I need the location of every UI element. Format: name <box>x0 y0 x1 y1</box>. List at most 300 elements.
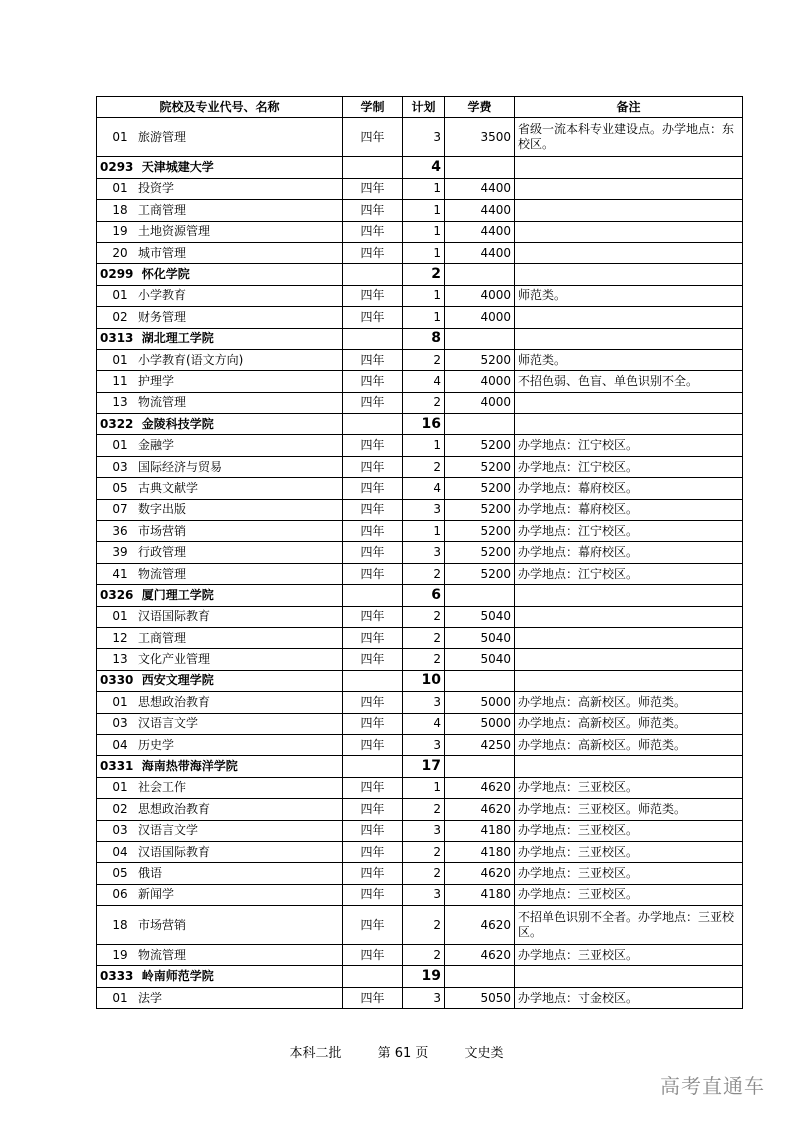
major-note: 办学地点：幕府校区。 <box>515 478 743 499</box>
major-name: 历史学 <box>138 737 175 752</box>
major-fee: 4620 <box>445 906 515 945</box>
major-code-name <box>97 478 343 499</box>
school-name: 岭南师范学院 <box>141 969 214 984</box>
major-code: 07 <box>112 502 128 517</box>
major-plan: 3 <box>403 734 445 755</box>
major-fee: 4400 <box>445 178 515 199</box>
major-name: 城市管理 <box>138 245 187 260</box>
major-code-name <box>97 456 343 477</box>
school-code-name <box>97 966 343 987</box>
table-row <box>97 542 743 563</box>
major-duration: 四年 <box>343 692 403 713</box>
major-plan: 3 <box>403 884 445 905</box>
major-name: 古典文献学 <box>138 480 199 495</box>
major-plan: 2 <box>403 841 445 862</box>
major-code: 19 <box>112 224 128 239</box>
school-code: 0322 <box>100 416 134 431</box>
major-duration: 四年 <box>343 841 403 862</box>
major-note: 办学地点：三亚校区。 <box>515 777 743 798</box>
major-code: 03 <box>112 823 128 838</box>
major-code-name <box>97 799 343 820</box>
major-code: 41 <box>112 566 128 581</box>
major-note <box>515 200 743 221</box>
header-note: 备注 <box>515 97 743 118</box>
major-code-name <box>97 563 343 584</box>
major-code: 05 <box>112 480 128 495</box>
major-code-name <box>97 118 343 157</box>
major-duration: 四年 <box>343 392 403 413</box>
major-fee: 4000 <box>445 371 515 392</box>
school-total-plan: 10 <box>403 670 445 691</box>
school-duration-cell <box>343 670 403 691</box>
major-fee: 5050 <box>445 987 515 1008</box>
school-row <box>97 966 743 987</box>
school-fee-cell <box>445 157 515 178</box>
school-code-name <box>97 264 343 285</box>
major-plan: 1 <box>403 221 445 242</box>
major-note <box>515 606 743 627</box>
major-note <box>515 307 743 328</box>
major-name: 物流管理 <box>138 566 187 581</box>
major-code: 20 <box>112 245 128 260</box>
major-fee: 3500 <box>445 118 515 157</box>
school-fee-cell <box>445 756 515 777</box>
table-row <box>97 692 743 713</box>
major-duration: 四年 <box>343 906 403 945</box>
major-note: 师范类。 <box>515 285 743 306</box>
major-name: 市场营销 <box>138 523 187 538</box>
major-name: 汉语言文学 <box>138 716 199 731</box>
school-duration-cell <box>343 414 403 435</box>
major-fee: 4620 <box>445 799 515 820</box>
major-fee: 4180 <box>445 884 515 905</box>
major-note <box>515 392 743 413</box>
major-plan: 2 <box>403 799 445 820</box>
major-fee: 4000 <box>445 392 515 413</box>
major-code-name <box>97 777 343 798</box>
major-fee: 5200 <box>445 478 515 499</box>
table-row <box>97 606 743 627</box>
major-code-name <box>97 820 343 841</box>
major-name: 金融学 <box>138 438 175 453</box>
admission-plan-table <box>96 96 743 1009</box>
table-row <box>97 242 743 263</box>
major-duration: 四年 <box>343 627 403 648</box>
major-code-name <box>97 221 343 242</box>
major-name: 思想政治教育 <box>138 694 211 709</box>
major-fee: 4250 <box>445 734 515 755</box>
major-note: 办学地点：三亚校区。 <box>515 863 743 884</box>
school-total-plan: 8 <box>403 328 445 349</box>
major-code: 01 <box>112 288 128 303</box>
table-row <box>97 200 743 221</box>
major-plan: 3 <box>403 987 445 1008</box>
major-duration: 四年 <box>343 178 403 199</box>
school-row <box>97 756 743 777</box>
major-fee: 4400 <box>445 200 515 221</box>
major-code: 11 <box>112 373 128 388</box>
major-duration: 四年 <box>343 371 403 392</box>
major-note: 办学地点：寸金校区。 <box>515 987 743 1008</box>
major-name: 汉语国际教育 <box>138 844 211 859</box>
school-code-name <box>97 756 343 777</box>
major-code-name <box>97 734 343 755</box>
major-fee: 4180 <box>445 841 515 862</box>
major-code: 13 <box>112 395 128 410</box>
school-name: 厦门理工学院 <box>141 587 214 602</box>
major-note: 办学地点：幕府校区。 <box>515 499 743 520</box>
major-fee: 4620 <box>445 863 515 884</box>
major-note: 办学地点：三亚校区。师范类。 <box>515 799 743 820</box>
school-code: 0293 <box>100 160 134 175</box>
major-note: 办学地点：江宁校区。 <box>515 563 743 584</box>
school-code: 0299 <box>100 267 134 282</box>
major-code: 01 <box>112 780 128 795</box>
school-note-cell <box>515 585 743 606</box>
school-code-name <box>97 585 343 606</box>
school-code: 0326 <box>100 587 134 602</box>
major-code-name <box>97 349 343 370</box>
major-plan: 3 <box>403 499 445 520</box>
major-note: 办学地点：幕府校区。 <box>515 542 743 563</box>
major-fee: 4620 <box>445 945 515 966</box>
table-row <box>97 799 743 820</box>
major-plan: 4 <box>403 478 445 499</box>
major-code-name <box>97 285 343 306</box>
major-code: 13 <box>112 652 128 667</box>
table-row <box>97 863 743 884</box>
major-code-name <box>97 987 343 1008</box>
major-duration: 四年 <box>343 713 403 734</box>
school-total-plan: 4 <box>403 157 445 178</box>
major-duration: 四年 <box>343 863 403 884</box>
major-note: 办学地点：江宁校区。 <box>515 521 743 542</box>
major-duration: 四年 <box>343 542 403 563</box>
major-note: 不招单色识别不全者。办学地点：三亚校区。 <box>515 906 743 945</box>
major-code-name <box>97 627 343 648</box>
major-note <box>515 627 743 648</box>
major-name: 物流管理 <box>138 947 187 962</box>
major-plan: 1 <box>403 777 445 798</box>
major-code-name <box>97 713 343 734</box>
major-code-name <box>97 242 343 263</box>
major-plan: 2 <box>403 606 445 627</box>
major-code: 03 <box>112 716 128 731</box>
major-duration: 四年 <box>343 777 403 798</box>
major-duration: 四年 <box>343 478 403 499</box>
major-fee: 4620 <box>445 777 515 798</box>
major-note: 办学地点：三亚校区。 <box>515 884 743 905</box>
school-code-name <box>97 670 343 691</box>
school-row <box>97 157 743 178</box>
table-row <box>97 349 743 370</box>
major-code: 01 <box>112 438 128 453</box>
table-row <box>97 649 743 670</box>
major-code: 18 <box>112 917 128 932</box>
major-code-name <box>97 371 343 392</box>
major-duration: 四年 <box>343 987 403 1008</box>
school-total-plan: 6 <box>403 585 445 606</box>
school-row <box>97 414 743 435</box>
major-name: 新闻学 <box>138 887 175 902</box>
school-total-plan: 16 <box>403 414 445 435</box>
major-fee: 5200 <box>445 456 515 477</box>
header-plan: 计划 <box>403 97 445 118</box>
major-note: 办学地点：江宁校区。 <box>515 435 743 456</box>
school-fee-cell <box>445 966 515 987</box>
table-row <box>97 627 743 648</box>
major-fee: 5000 <box>445 692 515 713</box>
table-row <box>97 884 743 905</box>
major-note: 不招色弱、色盲、单色识别不全。 <box>515 371 743 392</box>
school-row <box>97 585 743 606</box>
school-name: 海南热带海洋学院 <box>141 759 238 774</box>
school-row <box>97 670 743 691</box>
major-plan: 2 <box>403 649 445 670</box>
footer-page-number: 第 61 页 <box>377 1046 429 1061</box>
major-name: 数字出版 <box>138 502 187 517</box>
major-code: 19 <box>112 947 128 962</box>
major-code-name <box>97 863 343 884</box>
major-plan: 2 <box>403 627 445 648</box>
major-name: 俄语 <box>138 865 163 880</box>
major-plan: 3 <box>403 692 445 713</box>
school-total-plan: 2 <box>403 264 445 285</box>
school-note-cell <box>515 670 743 691</box>
major-duration: 四年 <box>343 456 403 477</box>
major-duration: 四年 <box>343 118 403 157</box>
school-duration-cell <box>343 756 403 777</box>
major-duration: 四年 <box>343 606 403 627</box>
school-name: 西安文理学院 <box>141 673 214 688</box>
major-duration: 四年 <box>343 563 403 584</box>
school-duration-cell <box>343 328 403 349</box>
major-duration: 四年 <box>343 307 403 328</box>
table-row <box>97 713 743 734</box>
major-plan: 3 <box>403 820 445 841</box>
table-row <box>97 906 743 945</box>
major-fee: 5040 <box>445 606 515 627</box>
major-fee: 5200 <box>445 435 515 456</box>
major-plan: 2 <box>403 563 445 584</box>
school-code: 0331 <box>100 759 134 774</box>
major-name: 行政管理 <box>138 545 187 560</box>
table-row <box>97 478 743 499</box>
table-row <box>97 521 743 542</box>
table-row <box>97 371 743 392</box>
table-row <box>97 178 743 199</box>
major-name: 汉语言文学 <box>138 823 199 838</box>
school-fee-cell <box>445 670 515 691</box>
major-code-name <box>97 692 343 713</box>
table-row <box>97 820 743 841</box>
major-plan: 2 <box>403 392 445 413</box>
major-note <box>515 242 743 263</box>
major-code-name <box>97 435 343 456</box>
major-code: 01 <box>112 694 128 709</box>
school-code: 0313 <box>100 331 134 346</box>
major-name: 国际经济与贸易 <box>138 459 223 474</box>
school-duration-cell <box>343 585 403 606</box>
major-name: 小学教育 <box>138 288 187 303</box>
major-duration: 四年 <box>343 521 403 542</box>
school-fee-cell <box>445 585 515 606</box>
table-body <box>97 118 743 1009</box>
major-plan: 2 <box>403 349 445 370</box>
footer-category: 文史类 <box>464 1046 504 1061</box>
school-total-plan: 17 <box>403 756 445 777</box>
major-name: 护理学 <box>138 373 175 388</box>
major-name: 社会工作 <box>138 780 187 795</box>
table-row <box>97 307 743 328</box>
school-fee-cell <box>445 414 515 435</box>
school-note-cell <box>515 756 743 777</box>
footer-batch: 本科二批 <box>289 1046 342 1061</box>
major-name: 法学 <box>138 990 163 1005</box>
major-name: 市场营销 <box>138 917 187 932</box>
school-code-name <box>97 328 343 349</box>
table-row <box>97 945 743 966</box>
major-fee: 4000 <box>445 307 515 328</box>
school-code: 0330 <box>100 673 134 688</box>
major-note: 办学地点：三亚校区。 <box>515 945 743 966</box>
school-note-cell <box>515 157 743 178</box>
header-name: 院校及专业代号、名称 <box>97 97 343 118</box>
major-code: 02 <box>112 309 128 324</box>
major-code: 01 <box>112 129 128 144</box>
major-code: 01 <box>112 181 128 196</box>
major-code: 18 <box>112 202 128 217</box>
school-note-cell <box>515 328 743 349</box>
major-code: 04 <box>112 737 128 752</box>
major-code-name <box>97 884 343 905</box>
school-note-cell <box>515 966 743 987</box>
table-row <box>97 285 743 306</box>
major-note: 办学地点：江宁校区。 <box>515 456 743 477</box>
header-duration: 学制 <box>343 97 403 118</box>
major-name: 小学教育(语文方向) <box>138 352 244 367</box>
school-code-name <box>97 414 343 435</box>
major-note <box>515 178 743 199</box>
major-fee: 4000 <box>445 285 515 306</box>
school-fee-cell <box>445 328 515 349</box>
school-row <box>97 328 743 349</box>
major-code-name <box>97 945 343 966</box>
major-note: 师范类。 <box>515 349 743 370</box>
major-code-name <box>97 906 343 945</box>
major-fee: 5000 <box>445 713 515 734</box>
major-duration: 四年 <box>343 884 403 905</box>
major-code-name <box>97 178 343 199</box>
header-fee: 学费 <box>445 97 515 118</box>
major-code: 04 <box>112 844 128 859</box>
major-plan: 2 <box>403 863 445 884</box>
school-name: 湖北理工学院 <box>141 331 214 346</box>
major-plan: 1 <box>403 435 445 456</box>
major-name: 旅游管理 <box>138 129 187 144</box>
major-plan: 1 <box>403 285 445 306</box>
major-code: 05 <box>112 865 128 880</box>
major-duration: 四年 <box>343 945 403 966</box>
major-note: 办学地点：高新校区。师范类。 <box>515 734 743 755</box>
major-duration: 四年 <box>343 435 403 456</box>
school-fee-cell <box>445 264 515 285</box>
major-code: 02 <box>112 801 128 816</box>
major-code: 01 <box>112 990 128 1005</box>
major-code-name <box>97 392 343 413</box>
major-plan: 1 <box>403 521 445 542</box>
major-code: 01 <box>112 609 128 624</box>
table-row <box>97 841 743 862</box>
major-duration: 四年 <box>343 200 403 221</box>
table-row <box>97 392 743 413</box>
major-code-name <box>97 307 343 328</box>
major-code-name <box>97 841 343 862</box>
major-code: 39 <box>112 545 128 560</box>
major-fee: 5040 <box>445 627 515 648</box>
watermark-logo-text: 高考直通车 <box>660 1074 765 1098</box>
major-code: 06 <box>112 887 128 902</box>
major-code-name <box>97 606 343 627</box>
school-code-name <box>97 157 343 178</box>
table-row <box>97 456 743 477</box>
major-fee: 5200 <box>445 521 515 542</box>
major-name: 工商管理 <box>138 202 187 217</box>
table-header-row <box>97 97 743 118</box>
major-plan: 1 <box>403 200 445 221</box>
school-note-cell <box>515 414 743 435</box>
table-row <box>97 777 743 798</box>
major-note: 办学地点：高新校区。师范类。 <box>515 692 743 713</box>
major-duration: 四年 <box>343 649 403 670</box>
major-code: 03 <box>112 459 128 474</box>
school-duration-cell <box>343 157 403 178</box>
major-duration: 四年 <box>343 799 403 820</box>
major-fee: 4400 <box>445 221 515 242</box>
major-code-name <box>97 649 343 670</box>
major-note <box>515 221 743 242</box>
major-plan: 2 <box>403 945 445 966</box>
school-code: 0333 <box>100 969 134 984</box>
table-row <box>97 987 743 1008</box>
major-fee: 4180 <box>445 820 515 841</box>
major-fee: 5200 <box>445 542 515 563</box>
major-name: 文化产业管理 <box>138 652 211 667</box>
school-total-plan: 19 <box>403 966 445 987</box>
major-fee: 5200 <box>445 563 515 584</box>
major-code-name <box>97 200 343 221</box>
major-duration: 四年 <box>343 285 403 306</box>
school-name: 金陵科技学院 <box>141 416 214 431</box>
major-name: 工商管理 <box>138 630 187 645</box>
school-name: 天津城建大学 <box>141 160 214 175</box>
major-plan: 1 <box>403 307 445 328</box>
major-fee: 5200 <box>445 499 515 520</box>
major-plan: 4 <box>403 371 445 392</box>
major-duration: 四年 <box>343 349 403 370</box>
school-name: 怀化学院 <box>141 267 190 282</box>
page-footer <box>0 1042 793 1061</box>
table-row <box>97 435 743 456</box>
major-duration: 四年 <box>343 499 403 520</box>
table-row <box>97 563 743 584</box>
major-note: 办学地点：高新校区。师范类。 <box>515 713 743 734</box>
major-plan: 2 <box>403 906 445 945</box>
major-name: 投资学 <box>138 181 175 196</box>
major-name: 财务管理 <box>138 309 187 324</box>
major-plan: 1 <box>403 242 445 263</box>
school-duration-cell <box>343 264 403 285</box>
